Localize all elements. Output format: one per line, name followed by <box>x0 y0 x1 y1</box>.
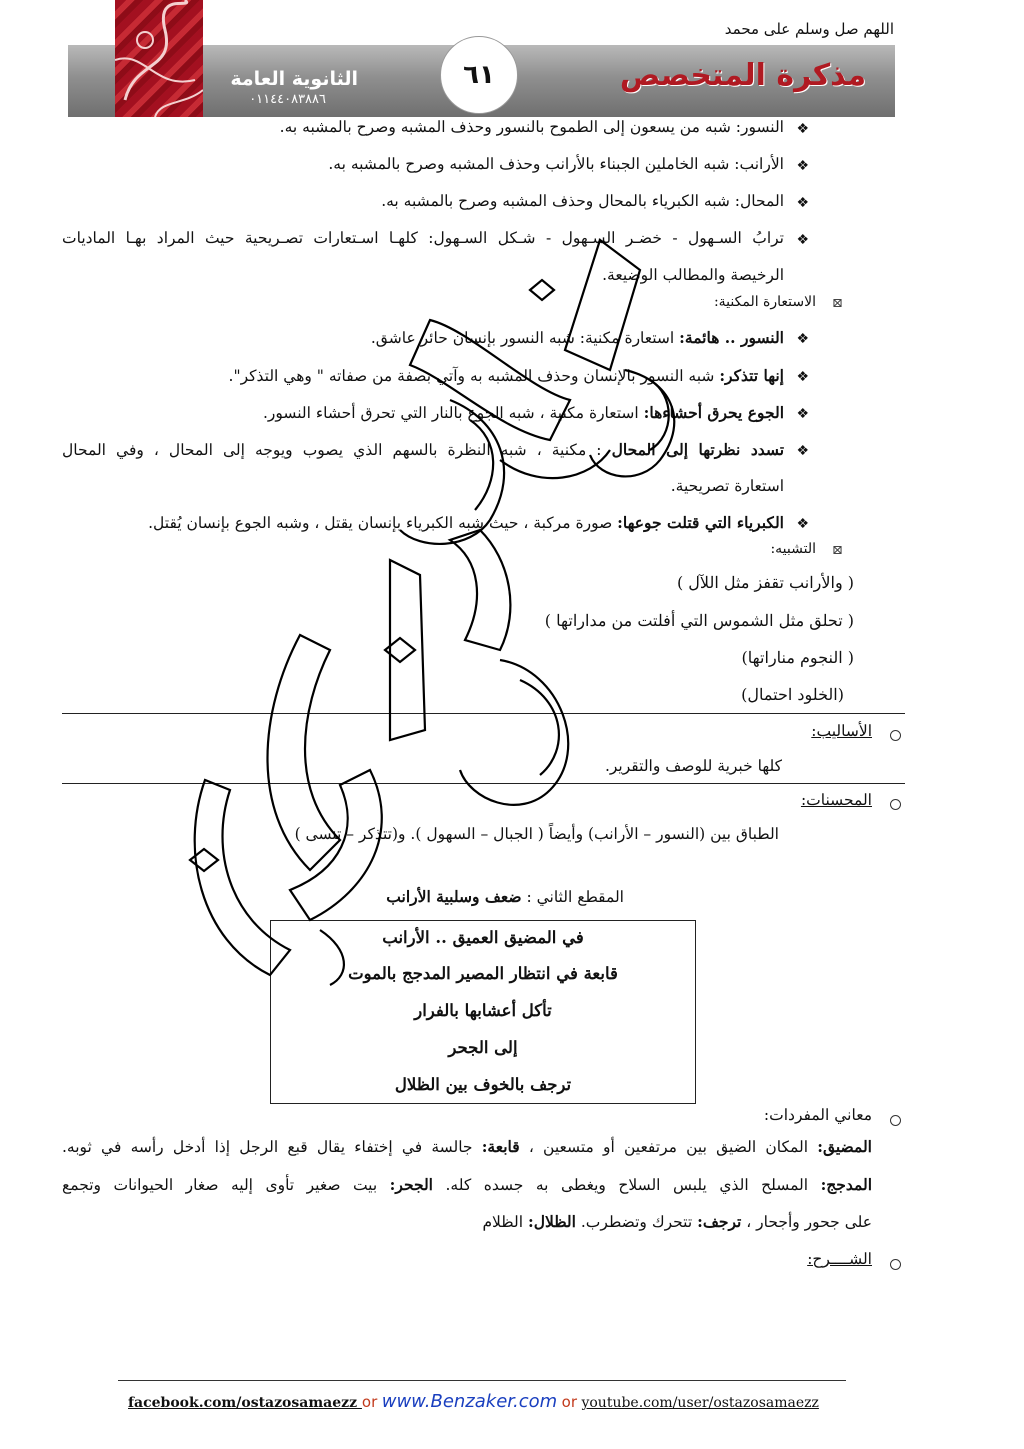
site-link[interactable]: www.Benzaker.com <box>381 1391 558 1412</box>
implicit-item: إنها تتذكر: شبه النسور بالإنسان وحذف المشبه به وآتي بصفة من صفاته " وهي التذكر". <box>228 366 784 385</box>
vocabulary-heading: معاني المفردات: <box>763 1106 872 1124</box>
vocab-line-0: المضيق: المكان الضيق بين مرتفعين أو متسعين ، قابعة: جالسة في إختفاء يقال قبع الرجل إذا أدخل رأسه في ثوبه. <box>62 1137 872 1156</box>
simile-item: ( تحلق مثل الشموس التي أفلتت من مداراتها ) <box>544 611 854 630</box>
brand-title: مذكرة المتخصص <box>619 58 867 93</box>
metaphor-line: ترابُ السـهول - خضـر السـهول - شـكل السـهول: كلهـا اسـتعارات تصـريحية حيث المراد بهـا الماديات <box>62 229 784 247</box>
circle-bullet-icon <box>890 730 901 741</box>
diamond-bullet-icon: ❖ <box>796 406 809 422</box>
simile-item: ( والأرانب تقفز مثل اللآل ) <box>676 573 854 592</box>
phone-number: ٠١١٤٤٠٨٣٨٨٦ <box>249 92 326 107</box>
implicit-heading: الاستعارة المكنية: <box>713 294 816 310</box>
diamond-bullet-icon: ❖ <box>796 121 809 137</box>
divider <box>62 713 905 714</box>
verse-line: في المضيق العميق .. الأرانب <box>382 928 584 947</box>
explanation-heading: الشــــرح: <box>807 1250 872 1268</box>
verse-line: تأكل أعشابها بالفرار <box>414 1001 552 1020</box>
simile-item: (الخلود احتمال) <box>741 685 844 704</box>
diamond-bullet-icon: ❖ <box>796 195 809 211</box>
vocab-line-2: على جحور وأجحار ، ترجف: تتحرك وتضطرب. الظلال: الظلام <box>482 1212 872 1231</box>
metaphor-line: المحال: شبه الكبرياء بالمحال وحذف المشبه وصرح بالمشبه به. <box>381 192 784 210</box>
implicit-item: الكبرياء التي قتلت جوعها: صورة مركبة ، حيث شبه الكبرياء بإنسان يقتل ، وشبه الجوع بإنسان يُقتل. <box>148 513 784 532</box>
circle-bullet-icon <box>890 1115 901 1126</box>
verse-line: ترجف بالخوف بين الظلال <box>394 1075 572 1094</box>
implicit-item: الجوع يحرق أحشاءها: استعارة مكنية ، شبه الجوع بالنار التي تحرق أحشاء النسور. <box>262 403 784 422</box>
divider <box>62 783 905 784</box>
footer-divider <box>118 1380 846 1381</box>
verse-line: قابعة في انتظار المصير المدجج بالموت <box>348 964 618 983</box>
or-separator: or <box>561 1393 578 1411</box>
circle-bullet-icon <box>890 799 901 810</box>
school-label: الثانوية العامة <box>230 68 358 90</box>
diamond-bullet-icon: ❖ <box>796 331 809 347</box>
simile-heading: التشبيه: <box>770 541 816 557</box>
section-title: المقطع الثاني : ضعف وسلبية الأرانب <box>386 887 624 906</box>
diamond-bullet-icon: ❖ <box>796 369 809 385</box>
diamond-bullet-icon: ❖ <box>796 443 809 459</box>
styles-text: كلها خبرية للوصف والتقرير. <box>604 757 782 775</box>
vocab-line-1: المدجج: المسلح الذي يلبس السلاح ويغطى به جسده كله. الجحر: بيت صغير تأوى إليه صغار الحيوانات وتجمع <box>62 1175 872 1194</box>
youtube-link[interactable]: youtube.com/user/ostazosamaezz <box>581 1395 819 1411</box>
envelope-bullet-icon: ⊠ <box>832 543 843 558</box>
circle-bullet-icon <box>890 1259 901 1270</box>
or-separator: or <box>361 1393 378 1411</box>
simile-item: ( النجوم مناراتها) <box>741 648 854 667</box>
verse-line: إلى الجحر <box>448 1038 518 1057</box>
footer-links <box>128 1391 848 1412</box>
implicit-item: النسور .. هائمة: استعارة مكنية: شبه النسور بإنسان حائر عاشق. <box>370 328 784 347</box>
styles-heading: الأساليب: <box>811 722 872 740</box>
page-number: ٦١ <box>440 36 518 114</box>
header-prayer: اللهم صل وسلم على محمد <box>724 20 894 38</box>
diamond-bullet-icon: ❖ <box>796 158 809 174</box>
metaphor-line: النسور: شبه من يسعون إلى الطموح بالنسور وحذف المشبه وصرح بالمشبه به. <box>279 118 784 136</box>
facebook-link[interactable]: facebook.com/ostazosamaezz <box>128 1395 362 1411</box>
diamond-bullet-icon: ❖ <box>796 516 809 532</box>
implicit-item: تسدد نظرتها إلى المحال : مكنية ، شبه النظرة بالسهم الذي يصوب ويوجه إلى المحال ، وفي المحال <box>62 440 785 459</box>
metaphor-line: الرخيصة والمطالب الوضيعة. <box>602 266 784 284</box>
implicit-item: استعارة تصريحية. <box>670 477 784 495</box>
embellishments-heading: المحسنات: <box>800 791 872 809</box>
arabesque-ornament-icon <box>115 0 203 117</box>
diamond-bullet-icon: ❖ <box>796 232 809 248</box>
metaphor-line: الأرانب: شبه الخاملين الجبناء بالأرانب وحذف المشبه وصرح بالمشبه به. <box>328 155 784 173</box>
embellishments-text: الطباق بين (النسور – الأرانب) وأيضاً ( الجبال – السهول ). و(تتذكر – تنسى ) <box>294 825 779 843</box>
envelope-bullet-icon: ⊠ <box>832 296 843 311</box>
